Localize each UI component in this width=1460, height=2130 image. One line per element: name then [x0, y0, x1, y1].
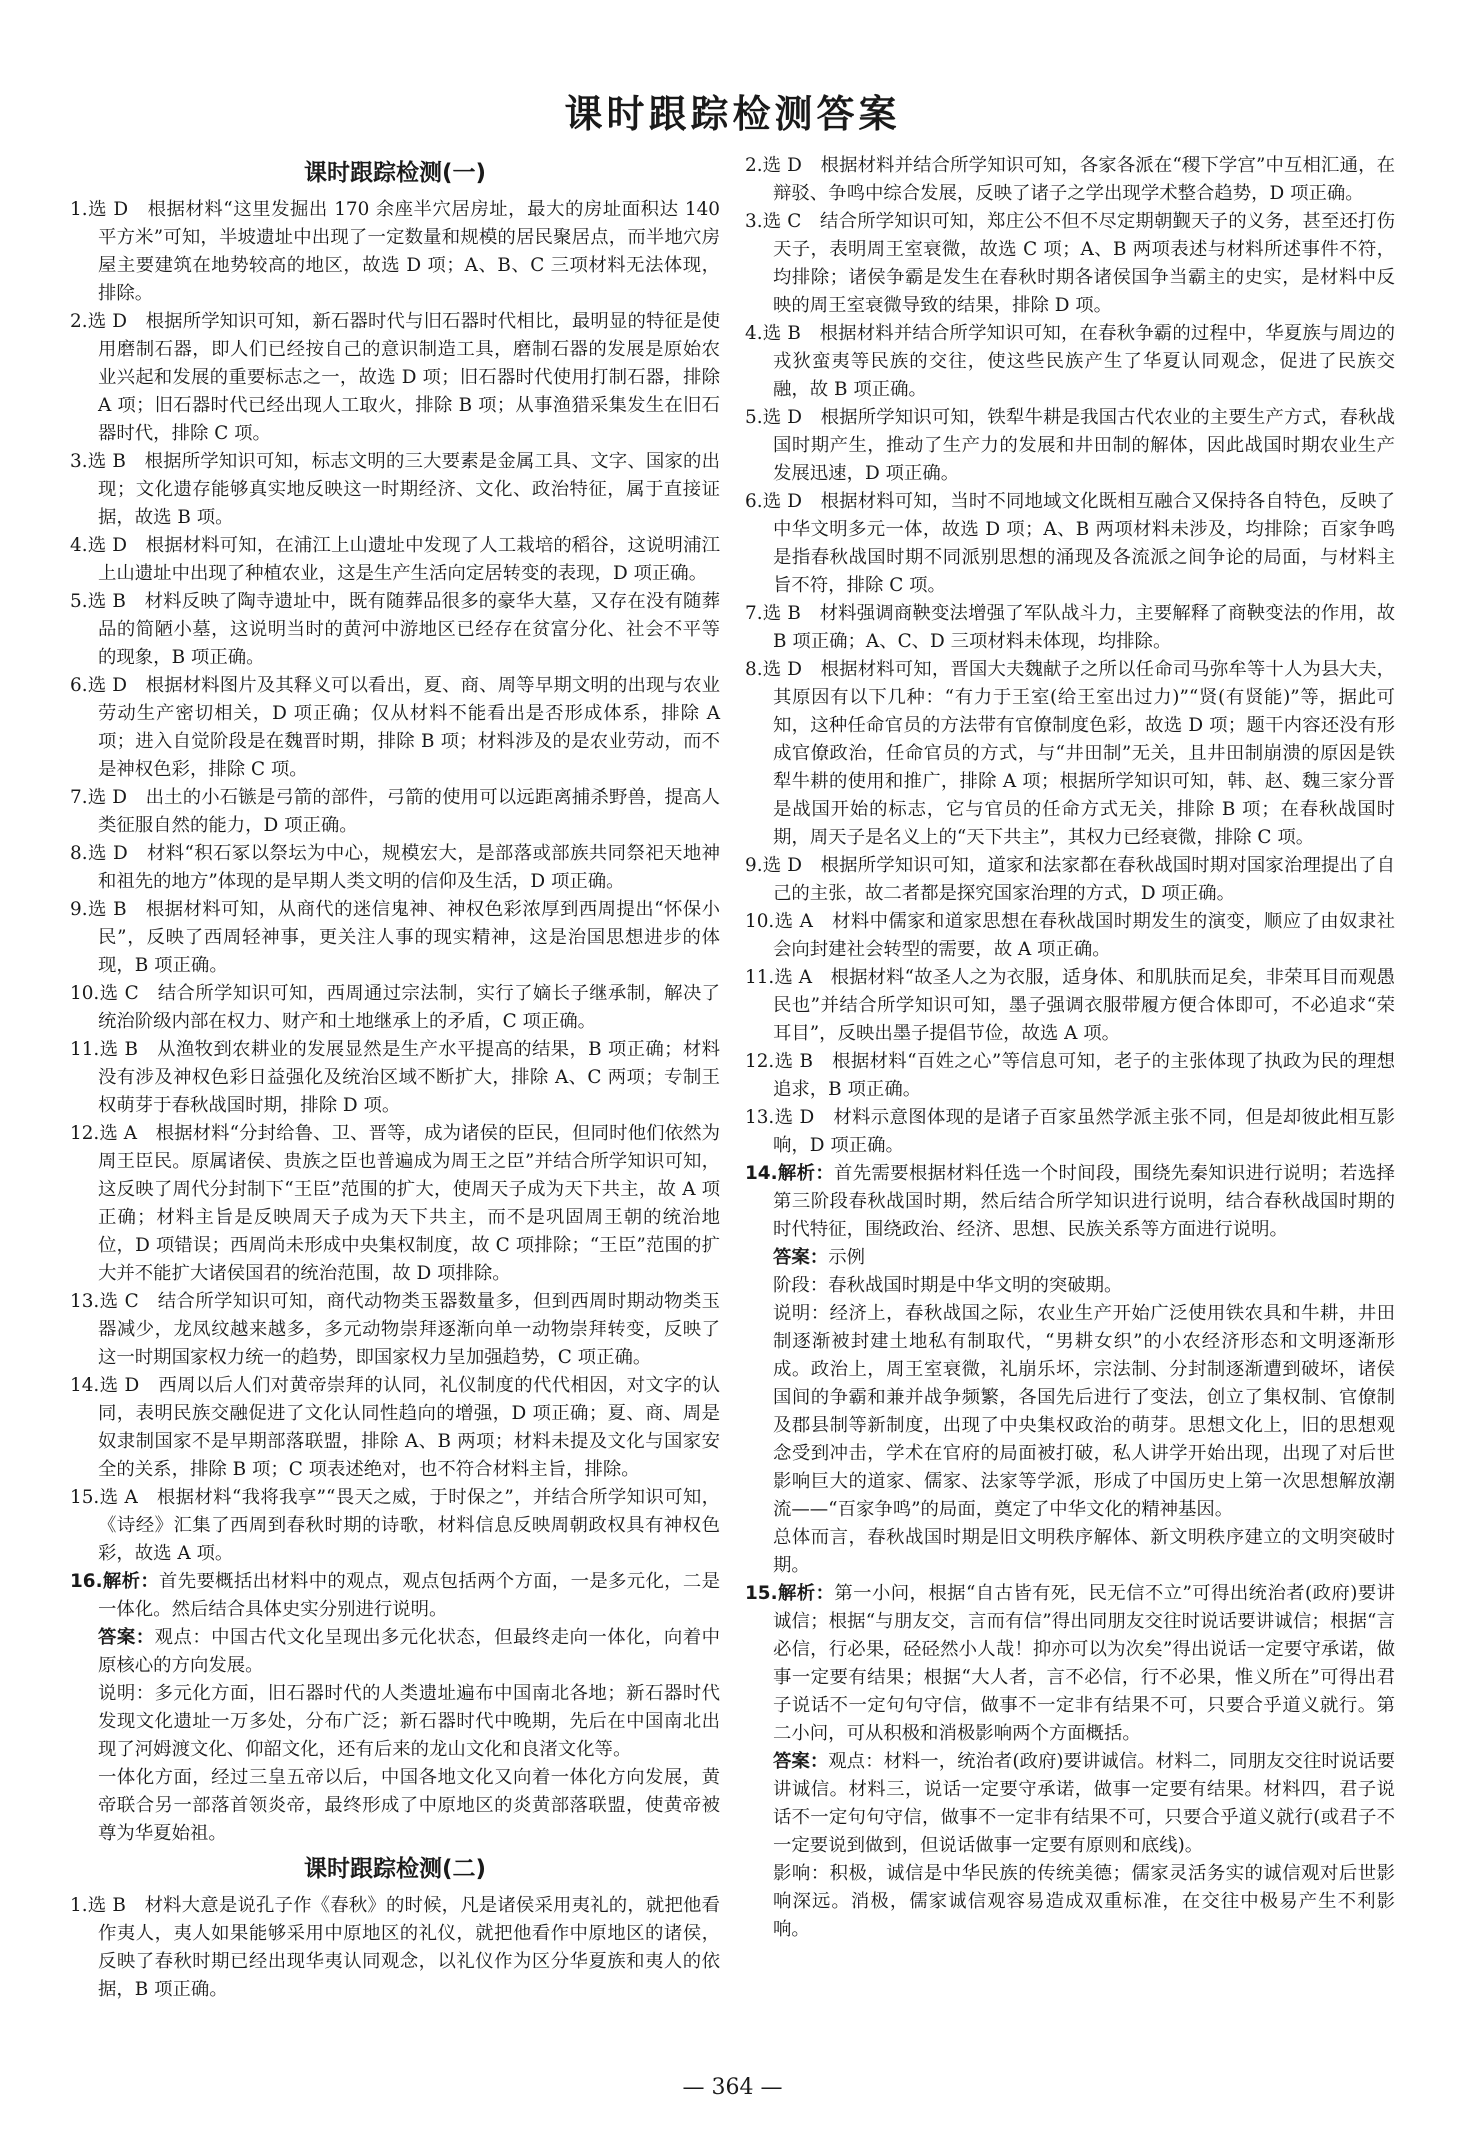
answer-item: 9.选 D 根据所学知识可知，道家和法家都在春秋战国时期对国家治理提出了自己的主张，故二者都是探究国家治理的方式，D 项正确。 — [745, 855, 1395, 904]
answer-item: 13.选 C 结合所学知识可知，商代动物类玉器数量多，但到西周时期动物类玉器减少，龙凤纹越来越多，多元动物崇拜逐渐向单一动物崇拜转变，反映了这一时期国家权力统一的趋势，即国家权力呈加强趋势，C 项正确。 — [70, 1291, 720, 1368]
answer-block — [745, 1244, 1395, 1272]
answer-item: 10.选 C 结合所学知识可知，西周通过宗法制，实行了嫡长子继承制，解决了统治阶级内部在权力、财产和土地继承上的矛盾，C 项正确。 — [70, 983, 720, 1032]
answer-item: 1.选 D 根据材料“这里发掘出 170 余座半穴居房址，最大的房址面积达 140 平方米”可知，半坡遗址中出现了一定数量和规模的居民聚居点，而半地穴房屋主要建筑在地势较高的地区，故选 D 项；A、B、C 三项材料无法体现，排除。 — [70, 199, 720, 304]
analysis-label: 15.解析： — [745, 1583, 835, 1604]
page-title: 课时跟踪检测答案 — [564, 92, 901, 136]
analysis-text: 第一小问，根据“自古皆有死，民无信不立”可得出统治者(政府)要讲诚信；根据“与朋友交，言而有信”得出同朋友交往时说话要讲诚信；根据“言必信，行必果，硁硁然小人哉！抑亦可以为次矣”得出说话一定要守承诺，做事一定要有结果；根据“大人者，言不必信，行不必果，惟义所在”可得出君子说话不一定句句守信，做事不一定非有结果不可，只要合乎道义就行。第二小问，可从积极和消极影响两个方面概括。 — [773, 1583, 1395, 1744]
answer-item: 7.选 B 材料强调商鞅变法增强了军队战斗力，主要解释了商鞅变法的作用，故 B 项正确；A、C、D 三项材料未体现，均排除。 — [745, 603, 1395, 652]
answer-item: 11.选 A 根据材料“故圣人之为衣服，适身体、和肌肤而足矣，非荣耳目而观愚民也”并结合所学知识可知，墨子强调衣服带履方便合体即可，不必追求“荣耳目”，反映出墨子提倡节俭，故选 A 项。 — [745, 967, 1395, 1044]
answer-label: 答案： — [773, 1751, 829, 1772]
answer-text: 观点：中国古代文化呈现出多元化状态，但最终走向一体化，向着中原核心的方向发展。 — [98, 1627, 720, 1676]
answer-item: 9.选 B 根据材料可知，从商代的迷信鬼神、神权色彩浓厚到西周提出“怀保小民”，反映了西周轻神事，更关注人事的现实精神，这是治国思想进步的体现，B 项正确。 — [70, 899, 720, 976]
answer-item: 8.选 D 材料“积石冢以祭坛为中心，规模宏大，是部落或部族共同祭祀天地神和祖先的地方”体现的是早期人类文明的信仰及生活，D 项正确。 — [70, 843, 720, 892]
answer-block — [745, 1748, 1395, 1860]
answer-item: 13.选 D 材料示意图体现的是诸子百家虽然学派主张不同，但是却彼此相互影响，D 项正确。 — [745, 1107, 1395, 1156]
answer-item: 7.选 D 出土的小石镞是弓箭的部件，弓箭的使用可以远距离捕杀野兽，提高人类征服自然的能力，D 项正确。 — [70, 787, 720, 836]
answer-label: 答案： — [98, 1627, 155, 1648]
left-column — [70, 152, 720, 2004]
answer-paragraph: 一体化方面，经过三皇五帝以后，中国各地文化又向着一体化方向发展，黄帝联合另一部落首领炎帝，最终形成了中原地区的炎黄部落联盟，使黄帝被尊为华夏始祖。 — [98, 1767, 720, 1844]
analysis-label: 16.解析： — [70, 1571, 160, 1592]
answer-item: 12.选 A 根据材料“分封给鲁、卫、晋等，成为诸侯的臣民，但同时他们依然为周王臣民。原属诸侯、贵族之臣也普遍成为周王之臣”并结合所学知识可知，这反映了周代分封制下“王臣”范围的扩大，使周天子成为天下共主，故 A 项正确；材料主旨是反映周天子成为天下共主，而不是巩固周王朝的统治地位，D 项错误；西周尚未形成中央集权制度，故 C 项排除；“王臣”范围的扩大并不能扩大诸侯国君的统治范围，故 D 项排除。 — [70, 1123, 720, 1284]
answer-item: 1.选 B 材料大意是说孔子作《春秋》的时候，凡是诸侯采用夷礼的，就把他看作夷人，夷人如果能够采用中原地区的礼仪，就把他看作中原地区的诸侯，反映了春秋时期已经出现华夷认同观念，以礼仪作为区分华夏族和夷人的依据，B 项正确。 — [70, 1895, 720, 2000]
answer-paragraph: 阶段：春秋战国时期是中华文明的突破期。 — [773, 1275, 1123, 1296]
answer-paragraph: 说明：多元化方面，旧石器时代的人类遗址遍布中国南北各地；新石器时代发现文化遗址一万多处，分布广泛；新石器时代中晚期，先后在中国南北出现了河姆渡文化、仰韶文化，还有后来的龙山文化和良渚文化等。 — [98, 1683, 720, 1760]
answer-item: 6.选 D 根据材料图片及其释义可以看出，夏、商、周等早期文明的出现与农业劳动生产密切相关，D 项正确；仅从材料不能看出是否形成体系，排除 A 项；进入自觉阶段是在魏晋时期，排除 B 项；材料涉及的是农业劳动，而不是神权色彩，排除 C 项。 — [70, 675, 720, 780]
right-column — [745, 152, 1395, 2004]
answer-paragraph: 说明：经济上，春秋战国之际，农业生产开始广泛使用铁农具和牛耕，井田制逐渐被封建土地私有制取代，“男耕女织”的小农经济形态和文明逐渐形成。政治上，周王室衰微，礼崩乐坏，宗法制、分封制逐渐遭到破坏，诸侯国间的争霸和兼并战争频繁，各国先后进行了变法，创立了集权制、官僚制及郡县制等新制度，出现了中央集权政治的萌芽。思想文化上，旧的思想观念受到冲击，学术在官府的局面被打破，私人讲学开始出现，出现了对后世影响巨大的道家、儒家、法家等学派，形成了中国历史上第一次思想解放潮流——“百家争鸣”的局面，奠定了中华文化的精神基因。 — [773, 1303, 1395, 1520]
answer-text: 观点：材料一，统治者(政府)要讲诚信。材料二，同朋友交往时说话要讲诚信。材料三，说话一定要守承诺，做事一定要有结果。材料四，君子说话不一定句句守信，做事不一定非有结果不可，只要合乎道义就行(或君子不一定要说到做到，但说话做事一定要有原则和底线)。 — [773, 1751, 1395, 1856]
answer-item: 5.选 B 材料反映了陶寺遗址中，既有随葬品很多的豪华大墓，又存在没有随葬品的简陋小墓，这说明当时的黄河中游地区已经存在贫富分化、社会不平等的现象，B 项正确。 — [70, 591, 720, 668]
answer-item: 2.选 D 根据材料并结合所学知识可知，各家各派在“稷下学宫”中互相汇通，在辩驳、争鸣中综合发展，反映了诸子之学出现学术整合趋势，D 项正确。 — [745, 155, 1395, 204]
answer-item: 4.选 B 根据材料并结合所学知识可知，在春秋争霸的过程中，华夏族与周边的戎狄蛮夷等民族的交往，使这些民族产生了华夏认同观念，促进了民族交融，故 B 项正确。 — [745, 323, 1395, 400]
answer-item: 12.选 B 根据材料“百姓之心”等信息可知，老子的主张体现了执政为民的理想追求，B 项正确。 — [745, 1051, 1395, 1100]
analysis-text: 首先需要根据材料任选一个时间段，围绕先秦知识进行说明；若选择第三阶段春秋战国时期，然后结合所学知识进行说明，结合春秋战国时期的时代特征，围绕政治、经济、思想、民族关系等方面进行说明。 — [773, 1163, 1395, 1240]
answer-item — [745, 1160, 1395, 1244]
answer-item: 2.选 D 根据所学知识可知，新石器时代与旧石器时代相比，最明显的特征是使用磨制石器，即人们已经按自己的意识制造工具，磨制石器的发展是原始农业兴起和发展的重要标志之一，故选 D 项；旧石器时代使用打制石器，排除 A 项；旧石器时代已经出现人工取火，排除 B 项；从事渔猎采集发生在旧石器时代，排除 C 项。 — [70, 311, 720, 444]
answer-item — [745, 1580, 1395, 1748]
answer-item: 4.选 D 根据材料可知，在浦江上山遗址中发现了人工栽培的稻谷，这说明浦江上山遗址中出现了种植农业，这是生产生活向定居转变的表现，D 项正确。 — [70, 535, 720, 584]
answer-item: 10.选 A 材料中儒家和道家思想在春秋战国时期发生的演变，顺应了由奴隶社会向封建社会转型的需要，故 A 项正确。 — [745, 911, 1395, 960]
section-title-1: 课时跟踪检测(一) — [303, 160, 487, 186]
analysis-text: 首先要概括出材料中的观点，观点包括两个方面，一是多元化，二是一体化。然后结合具体史实分别进行说明。 — [98, 1571, 720, 1620]
answer-item: 3.选 C 结合所学知识可知，郑庄公不但不尽定期朝觐天子的义务，甚至还打伤天子，表明周王室衰微，故选 C 项；A、B 两项表述与材料所述事件不符，均排除；诸侯争霸是发生在春秋时期各诸侯国争当霸主的史实，是材料中反映的周王室衰微导致的结果，排除 D 项。 — [745, 211, 1395, 316]
answer-item — [70, 1568, 720, 1624]
answer-item: 5.选 D 根据所学知识可知，铁犁牛耕是我国古代农业的主要生产方式，春秋战国时期产生，推动了生产力的发展和井田制的解体，因此战国时期农业生产发展迅速，D 项正确。 — [745, 407, 1395, 484]
answer-item: 3.选 B 根据所学知识可知，标志文明的三大要素是金属工具、文字、国家的出现；文化遗存能够真实地反映这一时期经济、文化、政治特征，属于直接证据，故选 B 项。 — [70, 451, 720, 528]
answer-item: 8.选 D 根据材料可知，晋国大夫魏献子之所以任命司马弥牟等十人为县大夫，其原因有以下几种：“有力于王室(给王室出过力)”“贤(有贤能)”等，据此可知，这种任命官员的方法带有官僚制度色彩，故选 D 项；题干内容还没有形成官僚政治，任命官员的方式，与“井田制”无关，且井田制崩溃的原因是铁犁牛耕的使用和推广，排除 A 项；根据所学知识可知，韩、赵、魏三家分晋是战国开始的标志，它与官员的任命方式无关，排除 B 项；在春秋战国时期，周天子是名义上的“天下共主”，其权力已经衰微，排除 C 项。 — [745, 659, 1395, 848]
answer-item: 14.选 D 西周以后人们对黄帝崇拜的认同，礼仪制度的代代相因，对文字的认同，表明民族交融促进了文化认同性趋向的增强，D 项正确；夏、商、周是奴隶制国家不是早期部落联盟，排除 A、B 两项；材料未提及文化与国家安全的关系，排除 B 项；C 项表述绝对，也不符合材料主旨，排除。 — [70, 1375, 720, 1480]
page-number: — 364 — — [682, 2075, 783, 2100]
answer-paragraph: 影响：积极，诚信是中华民族的传统美德；儒家灵活务实的诚信观对后世影响深远。消极，儒家诚信观容易造成双重标准，在交往中极易产生不利影响。 — [773, 1863, 1395, 1940]
answer-text: 示例 — [828, 1247, 865, 1268]
answer-item: 15.选 A 根据材料“我将我享”“畏天之威，于时保之”，并结合所学知识可知，《诗经》汇集了西周到春秋时期的诗歌，材料信息反映周朝政权具有神权色彩，故选 A 项。 — [70, 1487, 720, 1564]
answer-page — [70, 90, 1395, 2100]
answer-label: 答案： — [773, 1247, 829, 1268]
section-title-2: 课时跟踪检测(二) — [303, 1856, 487, 1882]
answer-paragraph: 总体而言，春秋战国时期是旧文明秩序解体、新文明秩序建立的文明突破时期。 — [773, 1527, 1395, 1576]
analysis-label: 14.解析： — [745, 1163, 835, 1184]
answer-item: 6.选 D 根据材料可知，当时不同地域文化既相互融合又保持各自特色，反映了中华文明多元一体，故选 D 项；A、B 两项材料未涉及，均排除；百家争鸣是指春秋战国时期不同派别思想的涌现及各流派之间争论的局面，与材料主旨不符，排除 C 项。 — [745, 491, 1395, 596]
answer-block — [70, 1624, 720, 1680]
answer-item: 11.选 B 从渔牧到农耕业的发展显然是生产水平提高的结果，B 项正确；材料没有涉及神权色彩日益强化及统治区域不断扩大，排除 A、C 两项；专制王权萌芽于春秋战国时期，排除 D 项。 — [70, 1039, 720, 1116]
